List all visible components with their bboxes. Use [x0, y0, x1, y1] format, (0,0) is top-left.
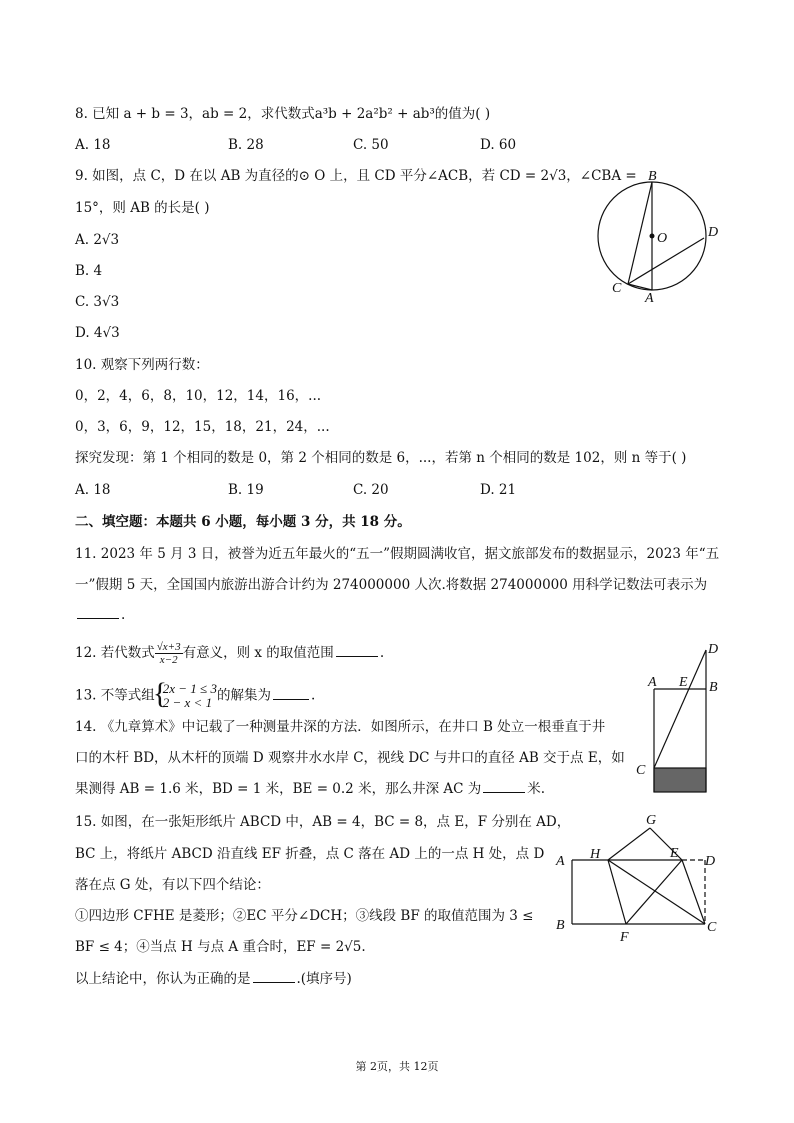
label-f: F — [620, 930, 629, 945]
q12-stem — [75, 641, 384, 666]
label-d: D — [705, 854, 716, 869]
label-e: E — [679, 675, 688, 690]
q12-suffix: 有意义，则 x 的取值范围 — [182, 645, 334, 661]
q9-circle-figure — [590, 160, 740, 310]
q15-line2: BC 上，将纸片 ABCD 沿直线 EF 折叠，点 C 落在 AD 上的一点 H 处，点 D — [75, 846, 545, 862]
q13-period: . — [310, 687, 316, 704]
q14-line3-text: 果测得 AB = 1.6 米，BD = 1 米，BE = 0.2 米，那么井深 AC 为 — [75, 781, 482, 797]
q15-line5: BF ≤ 4；④当点 H 与点 A 重合时，EF = 2√5. — [75, 939, 366, 955]
label-c: C — [612, 281, 622, 296]
q10-row1: 0，2，4，6，8，10，12，14，16，... — [75, 388, 322, 404]
q10-option-b: B. 19 — [228, 482, 264, 498]
q14-unit: 米. — [527, 781, 546, 797]
q15-line3: 落在点 G 处，有以下四个结论： — [75, 877, 270, 893]
q12-period: . — [379, 645, 385, 661]
q15-fold-figure — [550, 810, 730, 946]
q10-intro: 10. 观察下列两行数： — [75, 357, 209, 373]
label-d: D — [708, 225, 719, 240]
q13-inequality-1: { 2x − 1 ≤ 3 — [162, 681, 217, 696]
q10-row2: 0，3，6，9，12，15，18，21，24，... — [75, 419, 330, 435]
section2-heading: 二、填空题：本题共 6 小题，每小题 3 分，共 18 分。 — [75, 514, 411, 530]
sight-line-dc — [654, 650, 706, 768]
q10-explore: 探究发现：第 1 个相同的数是 0，第 2 个相同的数是 6，...，若第 n 个相同的数是 102，则 n 等于( ) — [75, 450, 687, 466]
fold-hg — [608, 828, 650, 860]
q10-option-c: C. 20 — [353, 482, 389, 498]
q12-denominator: x−2 — [159, 654, 178, 666]
q15-line6 — [75, 970, 352, 988]
segment-ec — [682, 860, 705, 924]
q9-stem-line2: 15°，则 AB 的长是( ) — [75, 200, 210, 216]
q13-inequality-2: 2 − x < 1 — [162, 695, 213, 710]
q15-fill-note: .(填序号) — [296, 971, 352, 987]
q13-suffix: 的解集为 — [216, 687, 271, 704]
label-e: E — [670, 846, 679, 861]
q12-prefix: 12. 若代数式 — [75, 645, 155, 661]
label-o: O — [657, 231, 668, 246]
q12-numerator: √x+3 — [156, 641, 181, 653]
q13-prefix: 13. 不等式组 — [75, 687, 155, 704]
label-a: A — [648, 675, 657, 690]
q9-stem-line1: 9. 如图，点 C，D 在以 AB 为直径的⊙ O 上，且 CD 平分∠ACB，若 CD = 2√3，∠CBA = — [75, 168, 637, 184]
crease-fe — [626, 860, 682, 924]
q15-answer-blank[interactable] — [253, 970, 295, 983]
q13-stem — [75, 682, 315, 710]
q8-option-c: C. 50 — [353, 137, 389, 153]
label-b: B — [556, 918, 565, 933]
q15-line1: 15. 如图，在一张矩形纸片 ABCD 中，AB = 4，BC = 8，点 E，F 分别在 AD， — [75, 814, 571, 830]
q14-well-figure — [630, 636, 730, 798]
q9-option-d: D. 4√3 — [75, 325, 120, 341]
q15-line6-text: 以上结论中，你认为正确的是 — [75, 971, 251, 987]
label-h: H — [590, 847, 601, 862]
page-footer: 第 2页，共 12页 — [355, 1060, 439, 1073]
label-a: A — [645, 291, 654, 306]
q9-option-b: B. 4 — [75, 263, 103, 279]
label-c: C — [636, 763, 646, 778]
well-water — [654, 768, 706, 792]
q10-option-a: A. 18 — [75, 482, 111, 498]
label-a: A — [556, 854, 565, 869]
q8-option-a: A. 18 — [75, 137, 111, 153]
q15-line4: ①四边形 CFHE 是菱形；②EC 平分∠DCH；③线段 BF 的取值范围为 3 ≤ — [75, 908, 534, 924]
center-point — [650, 234, 655, 239]
q10-option-d: D. 21 — [480, 482, 517, 498]
q8-stem: 8. 已知 a + b = 3，ab = 2，求代数式a³b + 2a²b² + ab³的值为( ) — [75, 106, 491, 122]
q8-option-b: B. 28 — [228, 137, 264, 153]
q11-line3 — [75, 606, 125, 624]
label-b: B — [648, 169, 657, 184]
q11-line2: 一”假期 5 天，全国国内旅游出游合计约为 274000000 人次.将数据 274000000 用科学记数法可表示为 — [75, 577, 708, 593]
q14-line1: 14. 《九章算术》中记载了一种测量井深的方法．如图所示，在井口 B 处立一根垂直于井 — [75, 719, 606, 735]
q14-line3 — [75, 780, 545, 798]
q13-inequality-system — [155, 682, 217, 710]
q14-answer-blank[interactable] — [483, 780, 525, 793]
label-c: C — [707, 920, 717, 935]
segment-cb — [628, 182, 652, 284]
label-d: D — [708, 642, 719, 657]
q12-answer-blank[interactable] — [336, 644, 378, 657]
q9-option-a: A. 2√3 — [75, 232, 120, 248]
q14-line2: 口的木杆 BD，从木杆的顶端 D 观察井水水岸 C，视线 DC 与井口的直径 AB 交于点 E，如 — [75, 750, 625, 766]
q11-period: . — [121, 607, 126, 623]
q9-option-c: C. 3√3 — [75, 294, 120, 310]
q11-line1: 11. 2023 年 5 月 3 日，被誉为近五年最火的“五一”假期圆满收官，据文旅部发布的数据显示，2023 年“五 — [75, 546, 720, 562]
label-g: G — [646, 813, 657, 828]
q12-fraction — [155, 641, 183, 666]
segment-hc — [608, 860, 705, 924]
q13-answer-blank[interactable] — [273, 687, 309, 700]
q11-answer-blank[interactable] — [77, 606, 119, 619]
q8-option-d: D. 60 — [480, 137, 517, 153]
label-b: B — [709, 680, 718, 695]
